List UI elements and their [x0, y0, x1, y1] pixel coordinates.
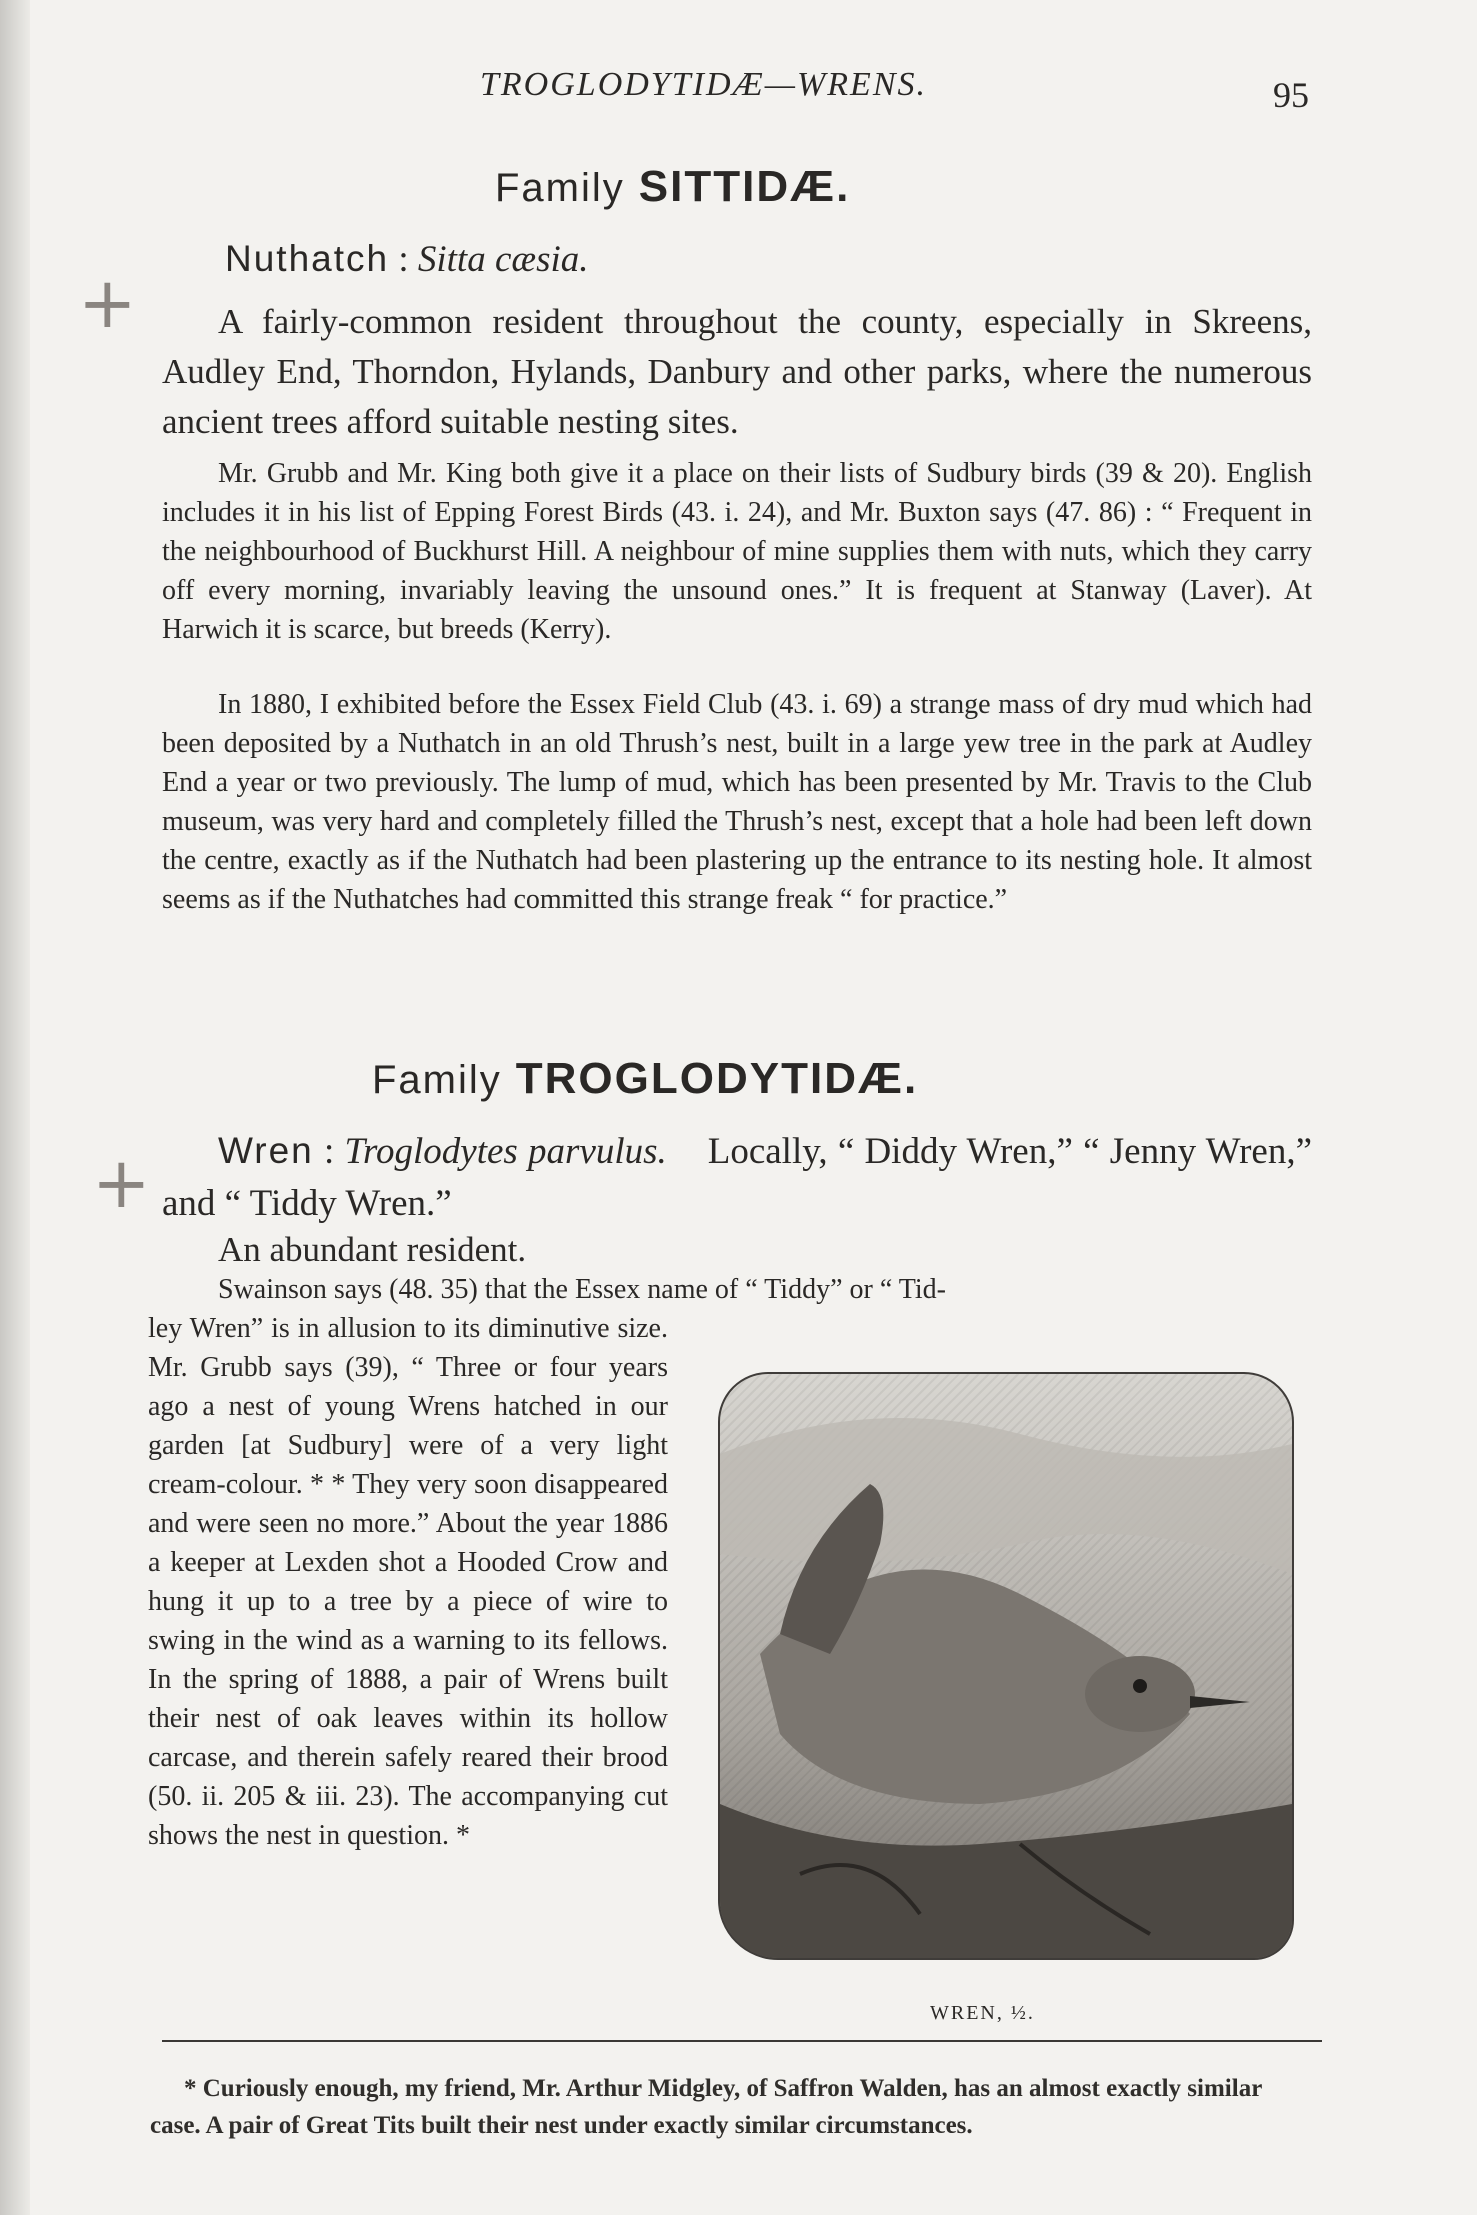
pencil-mark-2: +	[92, 1142, 151, 1224]
wren-nest-engraving	[718, 1372, 1294, 1960]
family-word: Family	[372, 1058, 502, 1102]
page-number: 95	[1273, 75, 1309, 115]
species-latin-name: Sitta cæsia.	[417, 239, 589, 280]
species-local-names: Locally, “ Diddy Wren,” “ Jenny Wren,” and “ Tiddy Wren.”	[162, 1131, 1312, 1224]
species-common-name: Nuthatch	[225, 238, 390, 279]
footnote: * Curiously enough, my friend, Mr. Arthur Midgley, of Saffron Walden, has an almost exactly similar case. A pair of Great Tits built their nest under exactly similar circumstances.	[150, 2075, 1262, 2139]
wren-paragraph-top-line: Swainson says (48. 35) that the Essex name of “ Tiddy” or “ Tid-	[218, 1274, 946, 1305]
species-line-nuthatch	[225, 238, 589, 281]
species-separator: :	[313, 1131, 345, 1172]
pencil-mark-1: +	[78, 262, 137, 344]
family-heading-sittidae	[495, 162, 850, 212]
nuthatch-lead-paragraph: A fairly-common resident throughout the county, especially in Skreens, Audley End, Thorndon, Hylands, Danbury and other parks, where the numerous ancient trees afford suitable nesting sites.	[162, 302, 1312, 441]
family-name: TROGLODYTIDÆ.	[515, 1054, 919, 1103]
family-word: Family	[495, 166, 625, 210]
family-heading-troglodytidae	[372, 1054, 918, 1104]
family-name: SITTIDÆ.	[638, 162, 851, 211]
wren-paragraph-column: ley Wren” is in allusion to its diminutive size. Mr. Grubb says (39), “ Three or four years ago a nest of young Wrens hatched in our garden [at Sudbury] were of a very light cream-colour. * * They very soon disappeared and were seen no more.” About the year 1886 a keeper at Lexden shot a Hooded Crow and hung it up to a tree by a piece of wire to swing in the wind as a warning to its fellows. In the spring of 1888, a pair of Wrens built their nest of oak leaves within its hollow carcase, and therein safely reared their brood (50. ii. 205 & iii. 23). The accompanying cut shows the nest in question. *	[148, 1313, 668, 1851]
species-line-wren	[162, 1125, 1312, 1230]
running-head: TROGLODYTIDÆ—WRENS.	[480, 66, 927, 103]
wren-illustration	[720, 1374, 1292, 1958]
nuthatch-paragraph-2: In 1880, I exhibited before the Essex Field Club (43. i. 69) a strange mass of dry mud which had been deposited by a Nuthatch in an old Thrush’s nest, built in a large yew tree in the park at Audley End a year or two previously. The lump of mud, which has been presented by Mr. Travis to the Club museum, was very hard and completely filled the Thrush’s nest, except that a hole had been left down the centre, exactly as if the Nuthatch had been plastering up the entrance to its nesting hole. It almost seems as if the Nuthatches had committed this strange freak “ for practice.”	[162, 689, 1312, 915]
species-separator: :	[389, 239, 418, 280]
species-latin-name: Troglodytes parvulus.	[344, 1131, 667, 1172]
nuthatch-paragraph-1: Mr. Grubb and Mr. King both give it a place on their lists of Sudbury birds (39 & 20). English includes it in his list of Epping Forest Birds (43. i. 24), and Mr. Buxton says (47. 86) : “ Frequent in the neighbourhood of Buckhurst Hill. A neighbour of mine supplies them with nuts, which they carry off every morning, invariably leaving the unsound ones.” It is frequent at Stanway (Laver). At Harwich it is scarce, but breeds (Kerry).	[162, 458, 1312, 645]
wren-lead-paragraph: An abundant resident.	[218, 1230, 527, 1269]
figure-caption: WREN, ½.	[930, 2002, 1035, 2024]
species-common-name: Wren	[218, 1130, 314, 1171]
footnote-rule	[162, 2040, 1322, 2042]
